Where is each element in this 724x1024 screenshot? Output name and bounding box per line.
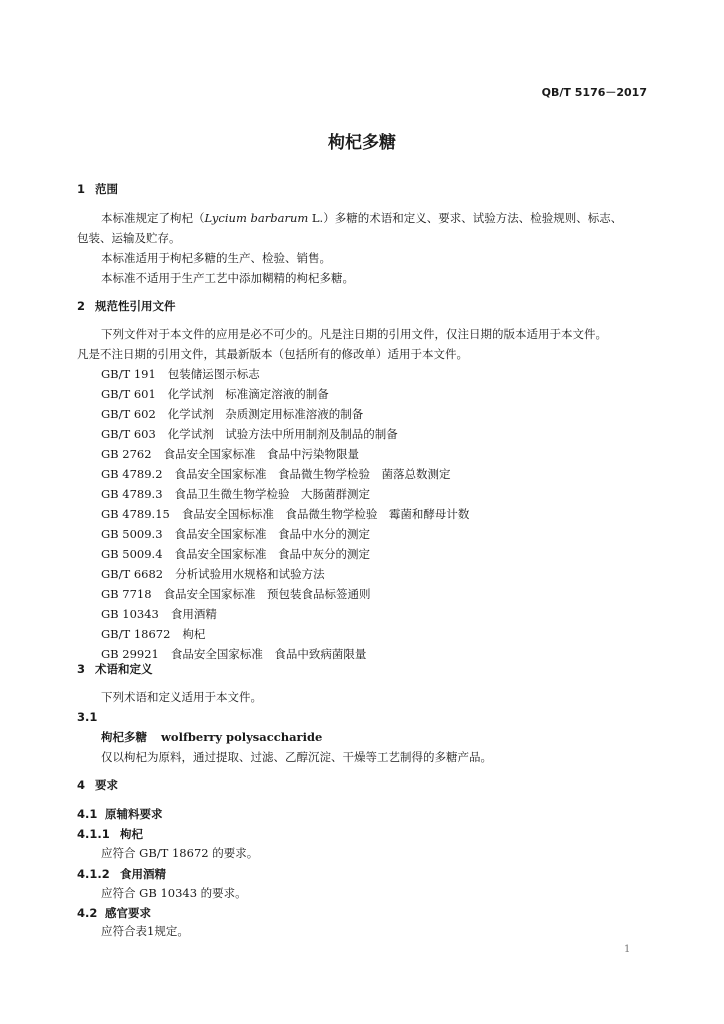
section-3-intro: 下列术语和定义适用于本文件。: [101, 690, 262, 704]
reference-item: [101, 446, 359, 462]
section-2-intro-line-1: 下列文件对于本文件的应用是必不可少的。凡是注日期的引用文件，仅注日期的版本适用于本文件。: [101, 327, 607, 341]
reference-item: [101, 526, 370, 542]
reference-item: [101, 506, 469, 522]
reference-item: [101, 426, 398, 442]
reference-item: [101, 546, 370, 562]
section-number: 4: [77, 778, 86, 792]
reference-item: [101, 366, 260, 382]
reference-code: GB/T 602: [101, 407, 156, 421]
term-chinese: 枸杞多糖: [101, 730, 147, 744]
reference-title: 化学试剂 试验方法中所用制剂及制品的制备: [167, 427, 398, 441]
reference-item: [101, 586, 371, 602]
latin-name: Lycium barbarum: [204, 211, 309, 225]
section-1-para-1-line-2: 包装、运输及贮存。: [77, 231, 181, 245]
section-title: 范围: [95, 182, 118, 196]
subsection-4-1-1-heading: [77, 826, 143, 842]
reference-item: [101, 646, 366, 662]
section-title: 要求: [95, 778, 118, 792]
section-number: 3: [77, 662, 86, 676]
subsection-number: 4.1.1: [77, 827, 110, 841]
subsection-4-1-1-text: 应符合 GB/T 18672 的要求。: [101, 846, 259, 860]
section-1-para-3: 本标准不适用于生产工艺中添加糊精的枸杞多糖。: [101, 271, 354, 285]
term-heading: [101, 729, 322, 745]
term-number: 3.1: [77, 710, 98, 724]
reference-title: 枸杞: [182, 627, 206, 641]
reference-title: 食品安全国标标准 食品微生物学检验 霉菌和酵母计数: [181, 507, 470, 521]
reference-title: 食品安全国家标准 预包装食品标签通则: [163, 587, 371, 601]
subsection-title: 原辅料要求: [105, 807, 163, 821]
section-number: 2: [77, 299, 86, 313]
section-2-heading: [77, 298, 176, 314]
reference-code: GB/T 6682: [101, 567, 164, 581]
section-1-para-2: 本标准适用于枸杞多糖的生产、检验、销售。: [101, 251, 331, 265]
reference-code: GB/T 603: [101, 427, 156, 441]
reference-code: GB 4789.3: [101, 487, 163, 501]
reference-code: GB 2762: [101, 447, 152, 461]
reference-title: 食品安全国家标准 食品微生物学检验 菌落总数测定: [174, 467, 451, 481]
term-definition: 仅以枸杞为原料，通过提取、过滤、乙醇沉淀、干燥等工艺制得的多糖产品。: [101, 750, 492, 764]
reference-code: GB 10343: [101, 607, 159, 621]
reference-title: 化学试剂 标准滴定溶液的制备: [167, 387, 329, 401]
subsection-title: 枸杞: [120, 827, 143, 841]
section-title: 规范性引用文件: [95, 299, 176, 313]
section-number: 1: [77, 182, 86, 196]
reference-title: 食品卫生微生物学检验 大肠菌群测定: [174, 487, 371, 501]
subsection-title: 食用酒精: [120, 867, 166, 881]
subsection-number: 4.1.2: [77, 867, 110, 881]
term-english: wolfberry polysaccharide: [161, 730, 323, 744]
reference-item: [101, 486, 370, 502]
reference-code: GB 4789.2: [101, 467, 163, 481]
subsection-4-1-2-heading: [77, 866, 166, 882]
document-title: 枸杞多糖: [328, 133, 396, 153]
section-1-heading: [77, 181, 118, 197]
page-number: 1: [624, 944, 631, 955]
section-4-heading: [77, 777, 118, 793]
reference-code: GB 29921: [101, 647, 159, 661]
reference-title: 食用酒精: [170, 607, 217, 621]
reference-title: 食品安全国家标准 食品中污染物限量: [163, 447, 360, 461]
reference-code: GB 5009.4: [101, 547, 163, 561]
reference-item: [101, 566, 325, 582]
reference-title: 食品安全国家标准 食品中致病菌限量: [170, 647, 367, 661]
reference-title: 包装储运图示标志: [167, 367, 260, 381]
subsection-4-2-heading: [77, 905, 151, 921]
subsection-number: 4.2: [77, 906, 98, 920]
reference-code: GB 5009.3: [101, 527, 163, 541]
reference-code: GB/T 601: [101, 387, 156, 401]
reference-item: [101, 626, 205, 642]
subsection-4-2-text: 应符合表1规定。: [101, 924, 189, 938]
reference-title: 分析试验用水规格和试验方法: [175, 567, 325, 581]
reference-item: [101, 606, 217, 622]
reference-item: [101, 406, 363, 422]
reference-title: 食品安全国家标准 食品中水分的测定: [174, 527, 371, 541]
reference-title: 食品安全国家标准 食品中灰分的测定: [174, 547, 371, 561]
reference-code: GB/T 191: [101, 367, 156, 381]
standard-code: QB/T 5176－2017: [541, 86, 647, 99]
reference-item: [101, 466, 451, 482]
section-title: 术语和定义: [95, 662, 153, 676]
subsection-title: 感官要求: [105, 906, 151, 920]
reference-code: GB 7718: [101, 587, 152, 601]
text: 本标准规定了枸杞（: [101, 211, 205, 225]
reference-code: GB/T 18672: [101, 627, 171, 641]
reference-code: GB 4789.15: [101, 507, 170, 521]
reference-title: 化学试剂 杂质测定用标准溶液的制备: [167, 407, 364, 421]
text: L.）多糖的术语和定义、要求、试验方法、检验规则、标志、: [308, 211, 623, 225]
section-2-intro-line-2: 凡是不注日期的引用文件，其最新版本（包括所有的修改单）适用于本文件。: [77, 347, 468, 361]
section-1-para-1-line-1: [101, 210, 622, 226]
reference-item: [101, 386, 329, 402]
subsection-4-1-2-text: 应符合 GB 10343 的要求。: [101, 886, 247, 900]
subsection-4-1-heading: [77, 806, 163, 822]
subsection-number: 4.1: [77, 807, 98, 821]
section-3-heading: [77, 661, 153, 677]
